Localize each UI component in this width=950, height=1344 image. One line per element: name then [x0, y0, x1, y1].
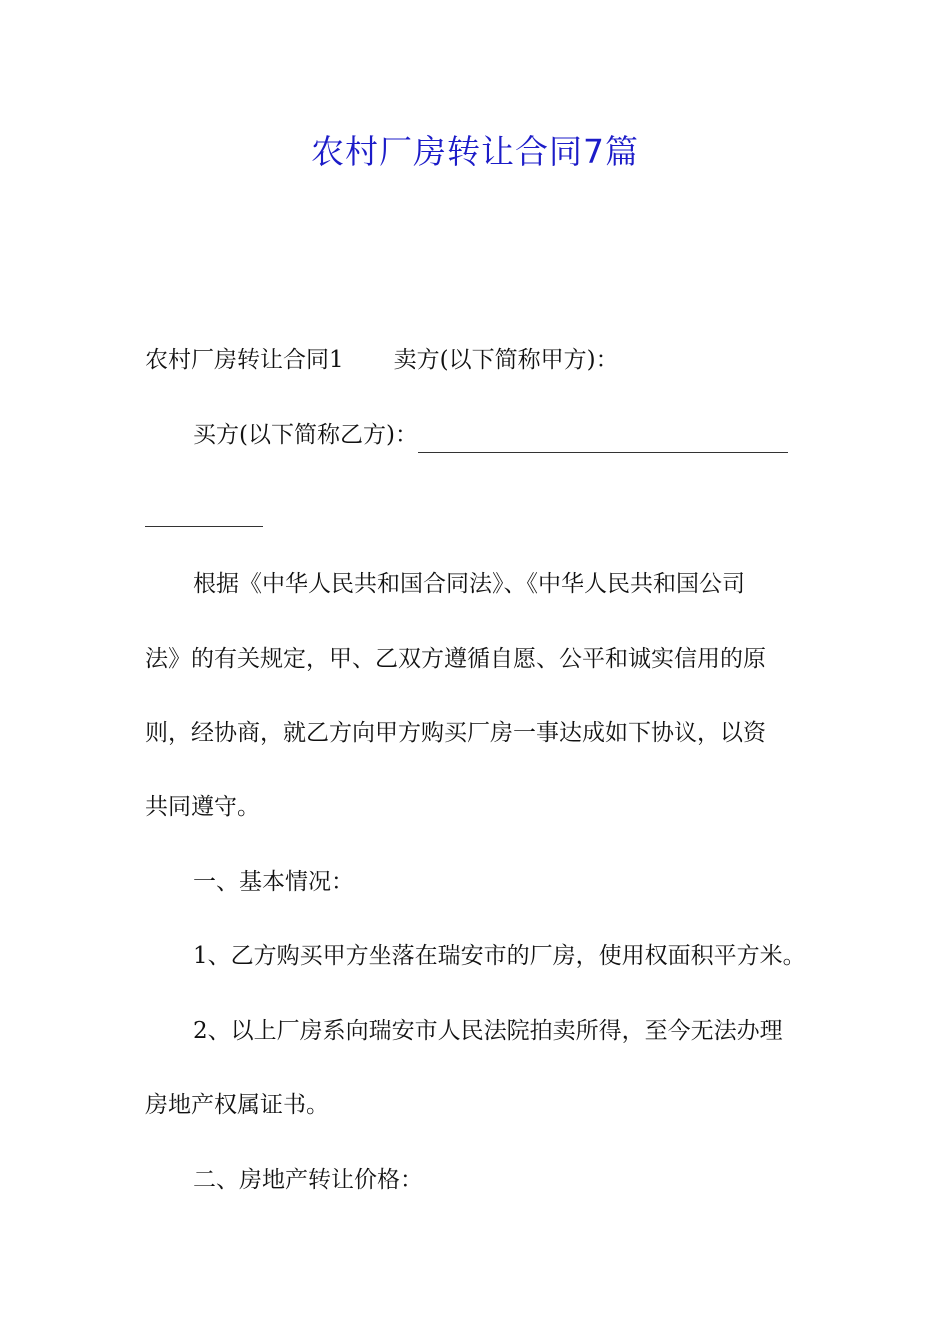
document-title: 农村厂房转让合同7篇 — [311, 132, 639, 171]
buyer-name-blank-cont — [145, 500, 263, 527]
item-2-line-2: 房地产权属证书。 — [145, 1092, 329, 1118]
section-2-title: 二、房地产转让价格： — [193, 1167, 423, 1193]
buyer-blank-continuation — [145, 491, 810, 527]
contract-number-label: 农村厂房转让合同1 — [145, 347, 344, 373]
buyer-label: 买方(以下简称乙方)： — [193, 422, 418, 448]
buyer-line — [193, 417, 810, 453]
contract-heading-line — [145, 342, 810, 378]
buyer-name-blank — [418, 426, 788, 453]
paragraph-1-line-3: 则，经协商，就乙方向甲方购买厂房一事达成如下协议，以资 — [145, 720, 766, 746]
paragraph-1-line-1: 根据《中华人民共和国合同法》、《中华人民共和国公司 — [193, 571, 745, 597]
item-1: 1、乙方购买甲方坐落在瑞安市的厂房，使用权面积平方米。 — [193, 943, 806, 969]
item-2-line-1: 2、以上厂房系向瑞安市人民法院拍卖所得，至今无法办理 — [193, 1018, 783, 1044]
section-1-title: 一、基本情况： — [193, 869, 354, 895]
paragraph-1-line-2: 法》的有关规定，甲、乙双方遵循自愿、公平和诚实信用的原 — [145, 646, 766, 672]
paragraph-1-line-4: 共同遵守。 — [145, 794, 260, 820]
seller-label: 卖方(以下简称甲方)： — [393, 347, 619, 373]
